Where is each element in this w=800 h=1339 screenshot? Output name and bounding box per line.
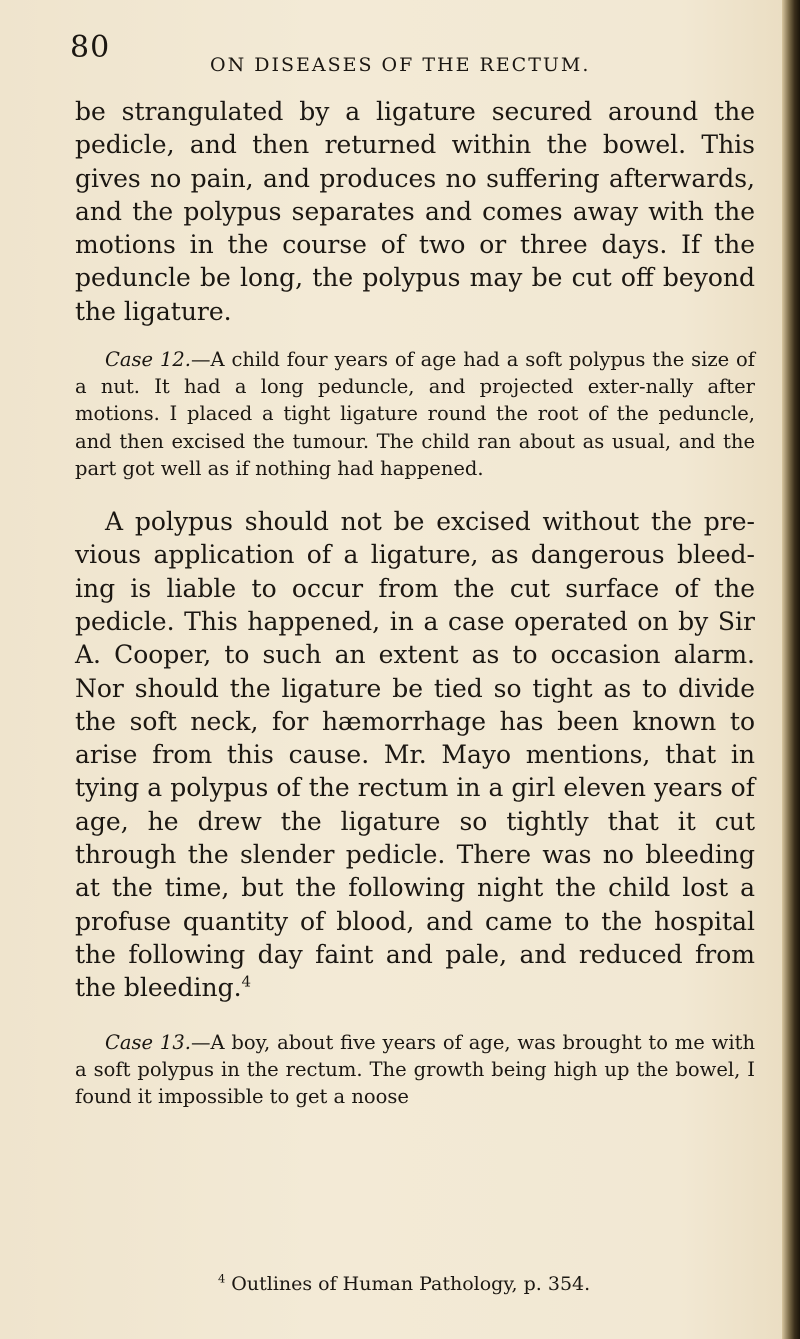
page-header [70,28,770,78]
paragraph-text: A polypus should not be excised without the pre-vious application of a ligature, as dangerous bleed-ing is liable to occur from the cut surface of the pedicle. This happened, in a case operated on by Sir A. Cooper, to such an extent as to occasion alarm. Nor should the ligature be tied so tight as to divide the soft neck, for hæmorrhage has been known to arise from this cause. Mr. Mayo mentions, that in tying a polypus of the rectum in a girl eleven years of age, he drew the ligature so tightly that it cut through the slender pedicle. There was no bleeding at the time, but the following night the child lost a profuse quantity of blood, and came to the hospital the following day faint and pale, and reduced from the bleeding. [75,507,755,1003]
footnote-text: Outlines of Human Pathology, p. 354. [225,1273,591,1295]
paragraph-case-12 [75,346,755,482]
case-label: Case 13. [105,1030,191,1054]
page-binding-edge [782,0,800,1339]
running-head: ON DISEASES OF THE RECTUM. [210,54,591,76]
page-number: 80 [70,30,111,65]
paragraph-text: be strangulated by a ligature secured around the pedicle, and then returned within the bowel. This gives no pain, and produces no suffering afterwards, and the polypus separates and comes away with the motions in the course of two or three days. If the peduncle be long, the polypus may be cut off beyond the ligature. [75,97,755,326]
paragraph-continuation [75,95,755,328]
paragraph-case-13 [75,1029,755,1111]
case-label: Case 12. [105,348,191,372]
footnote [218,1271,590,1297]
footnote-marker: 4 [218,1271,226,1286]
paragraph-polypus-excision [75,505,755,1004]
paragraph-text: —A boy, about five years of age, was brought to me with a soft polypus in the rectum. The growth being high up the bowel, I found it impossible to get a noose [75,1030,755,1108]
paragraph-text: —A child four years of age had a soft polypus the size of a nut. It had a long peduncle, and projected exter-nally after motions. I placed a tight ligature round the root of the peduncle, and then excised the tumour. The child ran about as usual, and the part got well as if nothing had happened. [75,348,755,480]
footnote-reference: 4 [241,972,252,991]
page-body [75,95,755,1110]
